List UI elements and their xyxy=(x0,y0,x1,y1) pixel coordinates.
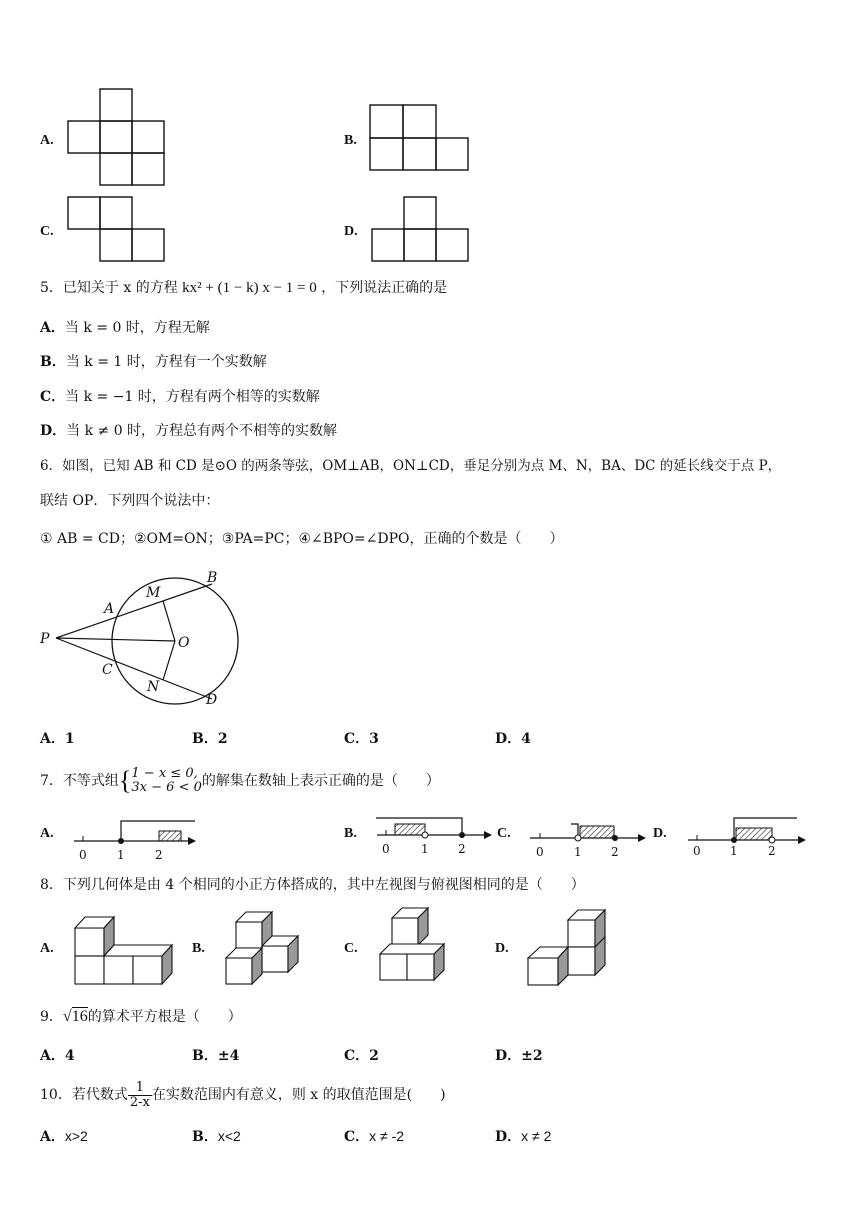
q9-stem: 9．√16的算术平方根是（ ） xyxy=(40,1008,242,1025)
q7-option-c-label[interactable]: C. xyxy=(497,826,511,841)
solid-d xyxy=(528,910,605,985)
tick-b-0: 0 xyxy=(382,842,390,856)
tick-c-2: 2 xyxy=(611,845,619,859)
q6-option-b[interactable]: B．2 xyxy=(192,731,228,747)
tick-b-1: 1 xyxy=(421,842,429,856)
q10-option-d[interactable]: D．x ≠ 2 xyxy=(495,1128,552,1145)
q5-stem: 5．已知关于 x 的方程 kx² + (1 − k) x − 1 = 0 ，下列说法正确的是 xyxy=(40,280,448,296)
q6-option-a[interactable]: A．1 xyxy=(40,731,75,747)
q8-option-a-label[interactable]: A. xyxy=(40,941,54,956)
q9-option-d[interactable]: D．±2 xyxy=(495,1048,543,1064)
label-p: P xyxy=(40,631,50,647)
q6-option-c[interactable]: C．3 xyxy=(344,731,379,747)
q7-stem: 7．不等式组{ 1 − x ≤ 0, 3x − 6 < 0 的解集在数轴上表示正确的是（ ） xyxy=(40,766,440,795)
q10-option-c[interactable]: C．x ≠ -2 xyxy=(344,1128,405,1145)
q5-option-d[interactable]: D．当 k ≠ 0 时，方程总有两个不相等的实数解 xyxy=(40,423,338,439)
q9-radical: √16 xyxy=(62,1008,88,1025)
solid-c xyxy=(380,908,444,980)
q10-stem: 10．若代数式 $\frac{1}{2-x}$ 在实数范围内有意义，则 x 的取值范围是( ) xyxy=(40,1079,446,1110)
q6-stem-line3: ① AB = CD；②OM=ON；③PA=PC；④∠BPO=∠DPO，正确的个数是（ ） xyxy=(40,531,564,547)
q7-system: 1 − x ≤ 0, 3x − 6 < 0 xyxy=(131,766,202,795)
q8-option-b-label[interactable]: B. xyxy=(192,941,205,956)
q10-option-b[interactable]: B．x<2 xyxy=(192,1128,241,1145)
solid-b xyxy=(226,912,298,984)
q8-option-d-label[interactable]: D. xyxy=(495,941,509,956)
q9-option-a[interactable]: A．4 xyxy=(40,1048,75,1064)
q4-option-a-label[interactable]: A. xyxy=(40,133,54,148)
label-b: B xyxy=(207,570,218,586)
q10-fraction: $\frac{1}{2-x}$ xyxy=(129,1079,150,1110)
q4-option-d-label[interactable]: D. xyxy=(344,224,358,239)
q7-option-d-label[interactable]: D. xyxy=(653,826,667,841)
tick-c-0: 0 xyxy=(536,845,544,859)
label-c: C xyxy=(102,662,113,678)
q5-option-b[interactable]: B．当 k = 1 时，方程有一个实数解 xyxy=(40,354,267,370)
q9-option-c[interactable]: C．2 xyxy=(344,1048,379,1064)
q5-option-c[interactable]: C．当 k = −1 时，方程有两个相等的实数解 xyxy=(40,389,320,405)
q9-option-b[interactable]: B．±4 xyxy=(192,1048,240,1064)
q6-stem-line2: 联结 OP．下列四个说法中： xyxy=(40,493,220,509)
tick-a-2: 2 xyxy=(155,848,163,862)
tick-b-2: 2 xyxy=(458,842,466,856)
q7-option-b-label[interactable]: B. xyxy=(344,826,357,841)
tick-d-1: 1 xyxy=(730,844,738,858)
q6-option-d[interactable]: D．4 xyxy=(495,731,531,747)
label-o: O xyxy=(178,635,190,651)
label-n: N xyxy=(147,679,160,695)
tick-d-0: 0 xyxy=(693,844,701,858)
q7-option-a-label[interactable]: A. xyxy=(40,826,54,841)
label-d: D xyxy=(206,692,218,708)
q10-option-a[interactable]: A．x>2 xyxy=(40,1128,88,1145)
tick-c-1: 1 xyxy=(574,845,582,859)
q4-option-c-label[interactable]: C. xyxy=(40,224,54,239)
solid-a xyxy=(75,917,172,984)
q5-equation: kx² + (1 − k) x − 1 = 0 xyxy=(182,280,317,296)
q6-stem-line1: 6．如图，已知 AB 和 CD 是⊙O 的两条等弦，OM⊥AB，ON⊥CD，垂足分别为点 M、N，BA、DC 的延长线交于点 P， xyxy=(40,458,782,474)
tick-d-2: 2 xyxy=(768,844,776,858)
label-m: M xyxy=(146,585,161,601)
q5-option-a[interactable]: A．当 k = 0 时，方程无解 xyxy=(40,320,210,336)
q8-stem: 8．下列几何体是由 4 个相同的小正方体搭成的，其中左视图与俯视图相同的是（ ） xyxy=(40,877,585,893)
label-a: A xyxy=(104,601,115,617)
tick-a-0: 0 xyxy=(79,848,87,862)
q8-option-c-label[interactable]: C. xyxy=(344,941,358,956)
q4-option-b-label[interactable]: B. xyxy=(344,133,357,148)
tick-a-1: 1 xyxy=(117,848,125,862)
